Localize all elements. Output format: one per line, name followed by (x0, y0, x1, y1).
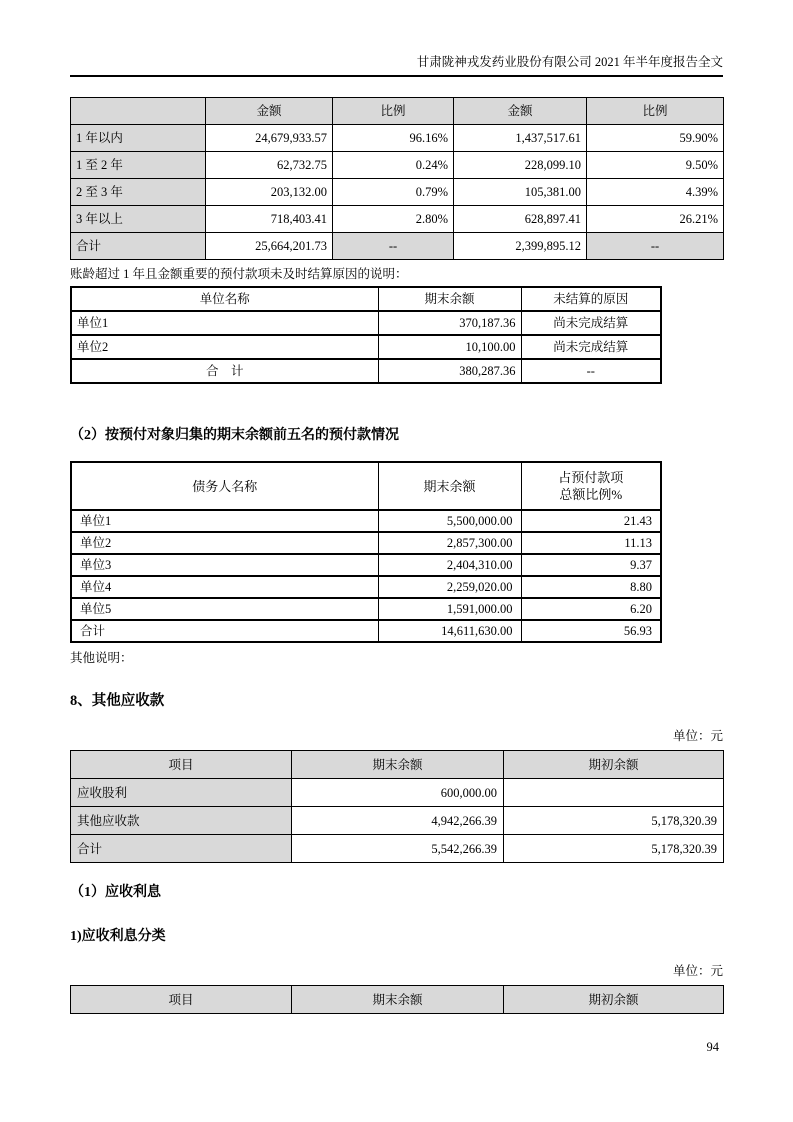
unit-name-cell: 单位2 (71, 532, 378, 554)
aging-note: 账龄超过 1 年且金额重要的预付款项未及时结算原因的说明： (70, 267, 408, 281)
table-row (71, 598, 661, 620)
aging-header-amount-1: 金额 (206, 98, 333, 125)
unit-label: 单位：元 (672, 729, 723, 743)
receivables-header-row (71, 751, 724, 779)
top5-header-ratio-line2: 总额比例% (559, 487, 623, 502)
amount-cell: 2,857,300.00 (378, 532, 521, 554)
aging-header-ratio-1: 比例 (333, 98, 454, 125)
table-row (71, 335, 661, 359)
amount-cell: 228,099.10 (454, 152, 587, 179)
amount-cell: 1,591,000.00 (378, 598, 521, 620)
reason-cell: 尚未完成结算 (521, 311, 661, 335)
ratio-cell: 21.43 (521, 510, 661, 532)
row-label-cell: 3 年以上 (71, 206, 206, 233)
unit-name-cell: 单位1 (71, 311, 378, 335)
overdue-header-row (71, 287, 661, 311)
ratio-cell: 59.90% (587, 125, 724, 152)
table-row (71, 206, 724, 233)
section-2-title: （2）按预付对象归集的期末余额前五名的预付款情况 (70, 428, 399, 443)
aging-header-ratio-2: 比例 (587, 98, 724, 125)
total-label-cell: 合计 (71, 620, 378, 642)
interest-header-row (71, 986, 724, 1014)
other-notes-label: 其他说明： (70, 651, 133, 665)
ratio-cell: 0.24% (333, 152, 454, 179)
row-label-cell: 其他应收款 (71, 807, 292, 835)
table-row (71, 311, 661, 335)
unit-name-cell: 单位3 (71, 554, 378, 576)
amount-cell: 203,132.00 (206, 179, 333, 206)
amount-cell: 25,664,201.73 (206, 233, 333, 260)
amount-cell: 718,403.41 (206, 206, 333, 233)
total-row (71, 620, 661, 642)
top5-prepayments-table (70, 461, 662, 643)
report-header-title: 甘肃陇神戎发药业股份有限公司 2021 年半年度报告全文 (70, 0, 723, 77)
top5-header-debtor: 债务人名称 (71, 462, 378, 510)
amount-cell: 5,178,320.39 (504, 807, 724, 835)
table-row (71, 532, 661, 554)
amount-cell: 5,500,000.00 (378, 510, 521, 532)
page-number: 94 (706, 1040, 719, 1054)
overdue-header-reason: 未结算的原因 (521, 287, 661, 311)
ratio-cell: 11.13 (521, 532, 661, 554)
ratio-cell: -- (587, 233, 724, 260)
table-row (71, 510, 661, 532)
unit-name-cell: 单位5 (71, 598, 378, 620)
ratio-cell: 9.50% (587, 152, 724, 179)
ratio-cell: -- (333, 233, 454, 260)
amount-cell: 24,679,933.57 (206, 125, 333, 152)
interest-header-closing: 期末余额 (292, 986, 504, 1014)
amount-cell: 2,259,020.00 (378, 576, 521, 598)
table-row (71, 179, 724, 206)
interest-receivable-table (70, 985, 724, 1014)
overdue-header-name: 单位名称 (71, 287, 378, 311)
total-row (71, 233, 724, 260)
aging-header-amount-2: 金额 (454, 98, 587, 125)
table-row (71, 807, 724, 835)
amount-cell: 14,611,630.00 (378, 620, 521, 642)
section-8-1-title: （1）应收利息 (70, 885, 161, 900)
top5-header-ratio-line1: 占预付款项 (558, 470, 624, 485)
ratio-cell: 0.79% (333, 179, 454, 206)
ratio-cell: 8.80 (521, 576, 661, 598)
row-label-cell: 1 至 2 年 (71, 152, 206, 179)
overdue-header-balance: 期末余额 (378, 287, 521, 311)
amount-cell: 5,178,320.39 (504, 835, 724, 863)
interest-header-opening: 期初余额 (504, 986, 724, 1014)
receivables-header-closing: 期末余额 (292, 751, 504, 779)
row-label-cell: 合计 (71, 233, 206, 260)
row-label-cell: 合计 (71, 835, 292, 863)
total-row (71, 835, 724, 863)
ratio-cell: 26.21% (587, 206, 724, 233)
ratio-cell: 2.80% (333, 206, 454, 233)
ratio-cell: 4.39% (587, 179, 724, 206)
overdue-prepayments-table (70, 286, 662, 384)
unit-name-cell: 单位4 (71, 576, 378, 598)
table-row (71, 779, 724, 807)
ratio-cell: 96.16% (333, 125, 454, 152)
row-label-cell: 应收股利 (71, 779, 292, 807)
unit-name-cell: 单位1 (71, 510, 378, 532)
top5-header-row (71, 462, 661, 510)
section-8-1-1-title: 1)应收利息分类 (70, 929, 166, 944)
amount-cell: 380,287.36 (378, 359, 521, 383)
amount-cell: 2,399,895.12 (454, 233, 587, 260)
other-receivables-table (70, 750, 724, 863)
amount-cell: 62,732.75 (206, 152, 333, 179)
ratio-cell: 9.37 (521, 554, 661, 576)
top5-header-ratio (521, 462, 661, 510)
table-row (71, 152, 724, 179)
amount-cell: 1,437,517.61 (454, 125, 587, 152)
aging-header-row (71, 98, 724, 125)
amount-cell (504, 779, 724, 807)
ratio-cell: 6.20 (521, 598, 661, 620)
table-row (71, 576, 661, 598)
amount-cell: 628,897.41 (454, 206, 587, 233)
amount-cell: 600,000.00 (292, 779, 504, 807)
amount-cell: 5,542,266.39 (292, 835, 504, 863)
amount-cell: 105,381.00 (454, 179, 587, 206)
row-label-cell: 1 年以内 (71, 125, 206, 152)
receivables-header-opening: 期初余额 (504, 751, 724, 779)
section-8-title: 8、其他应收款 (70, 693, 165, 709)
total-row (71, 359, 661, 383)
amount-cell: 4,942,266.39 (292, 807, 504, 835)
aging-header-blank (71, 98, 206, 125)
amount-cell: 370,187.36 (378, 311, 521, 335)
receivables-header-item: 项目 (71, 751, 292, 779)
table-row (71, 125, 724, 152)
unit-label: 单位：元 (672, 964, 723, 978)
table-row (71, 554, 661, 576)
aging-table (70, 97, 724, 260)
interest-header-item: 项目 (71, 986, 292, 1014)
total-label-cell: 合 计 (71, 359, 378, 383)
unit-name-cell: 单位2 (71, 335, 378, 359)
ratio-cell: 56.93 (521, 620, 661, 642)
amount-cell: 2,404,310.00 (378, 554, 521, 576)
reason-cell: -- (521, 359, 661, 383)
top5-header-balance: 期末余额 (378, 462, 521, 510)
reason-cell: 尚未完成结算 (521, 335, 661, 359)
amount-cell: 10,100.00 (378, 335, 521, 359)
row-label-cell: 2 至 3 年 (71, 179, 206, 206)
